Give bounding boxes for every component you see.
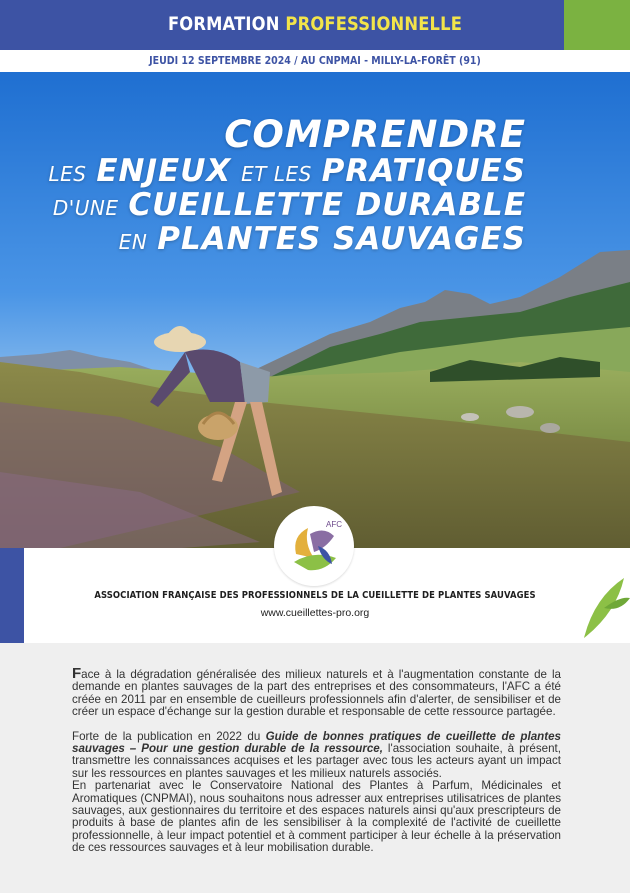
paragraph-1	[72, 665, 561, 719]
paragraph-2-end: l'association souhaite, à présent, transmettre les connaissances acquises et les partager avec tous les acteurs ayant un impact sur les ressources en plantes sauvages et les milieux naturels associés.	[72, 742, 561, 780]
headline-les: LES	[48, 162, 87, 186]
paragraph-2	[72, 731, 561, 781]
header-title	[44, 13, 586, 35]
headline-plantes-sauvages: PLANTES SAUVAGES	[157, 221, 526, 257]
drop-cap: F	[72, 665, 82, 682]
headline-line-2	[48, 153, 526, 189]
guide-title: Guide de bonnes pratiques de cueillette de plantes sauvages – Pour une gestion durable de la ressource,	[72, 729, 562, 756]
headline-cueillette-durable: CUEILLETTE DURABLE	[128, 187, 526, 223]
title-formation: FORMATION	[167, 13, 280, 35]
headline-line-1: COMPRENDRE	[224, 113, 526, 156]
headline-en: EN	[118, 230, 148, 254]
paragraph-2-start: Forte de la publication en 2022 du	[72, 729, 266, 743]
headline-line-3	[49, 187, 526, 223]
paragraph-3: En partenariat avec le Conservatoire National des Plantes à Parfum, Médicinales et Aromatiques (CNPMAI), nous souhaitons nous adresser aux entreprises utilisatrices de plantes sauvages, aux gestionnaires du territoire et des espaces naturels ainsi qu'aux prescripteurs de produits à base de plantes afin de les sensibiliser à la complexité de l'activité de cueillette professionnelle, à leur impact potentiel et à comment participer à leur échelle à la préservation de ces ressources sauvages et à leur mobilisation durable.	[72, 779, 561, 855]
paragraph-1-text: ace à la dégradation généralisée des milieux naturels et à l'augmentation constante de la demande en plantes sauvages de la part des entreprises et des consommateurs, l'AFC a été créée en 2011 par en ensemble de cueilleurs professionnels afin d'alerter, de sensibiliser et de créer un espace d'échange sur la gestion durable et responsable de cette ressource partagée.	[72, 668, 561, 719]
afc-logo	[274, 506, 354, 586]
title-professionnelle: PROFESSIONNELLE	[285, 13, 463, 35]
headline-pratiques: PRATIQUES	[321, 153, 526, 189]
headline-line-4	[49, 221, 526, 257]
headline-dune: D'UNE	[52, 196, 119, 220]
headline-et-les: ET LES	[241, 162, 312, 186]
body-text	[72, 665, 562, 855]
afc-logo-text: AFC	[326, 520, 342, 529]
organization-name: ASSOCIATION FRANÇAISE DES PROFESSIONNELS DE LA CUEILLETTE DE PLANTES SAUVAGES	[94, 590, 536, 601]
event-date: JEUDI 12 SEPTEMBRE 2024 / AU CNPMAI - MILLY-LA-FORÊT (91)	[149, 55, 481, 67]
website-link[interactable]: www.cueillettes-pro.org	[260, 607, 370, 619]
headline	[48, 113, 526, 257]
headline-enjeux: ENJEUX	[96, 153, 232, 189]
